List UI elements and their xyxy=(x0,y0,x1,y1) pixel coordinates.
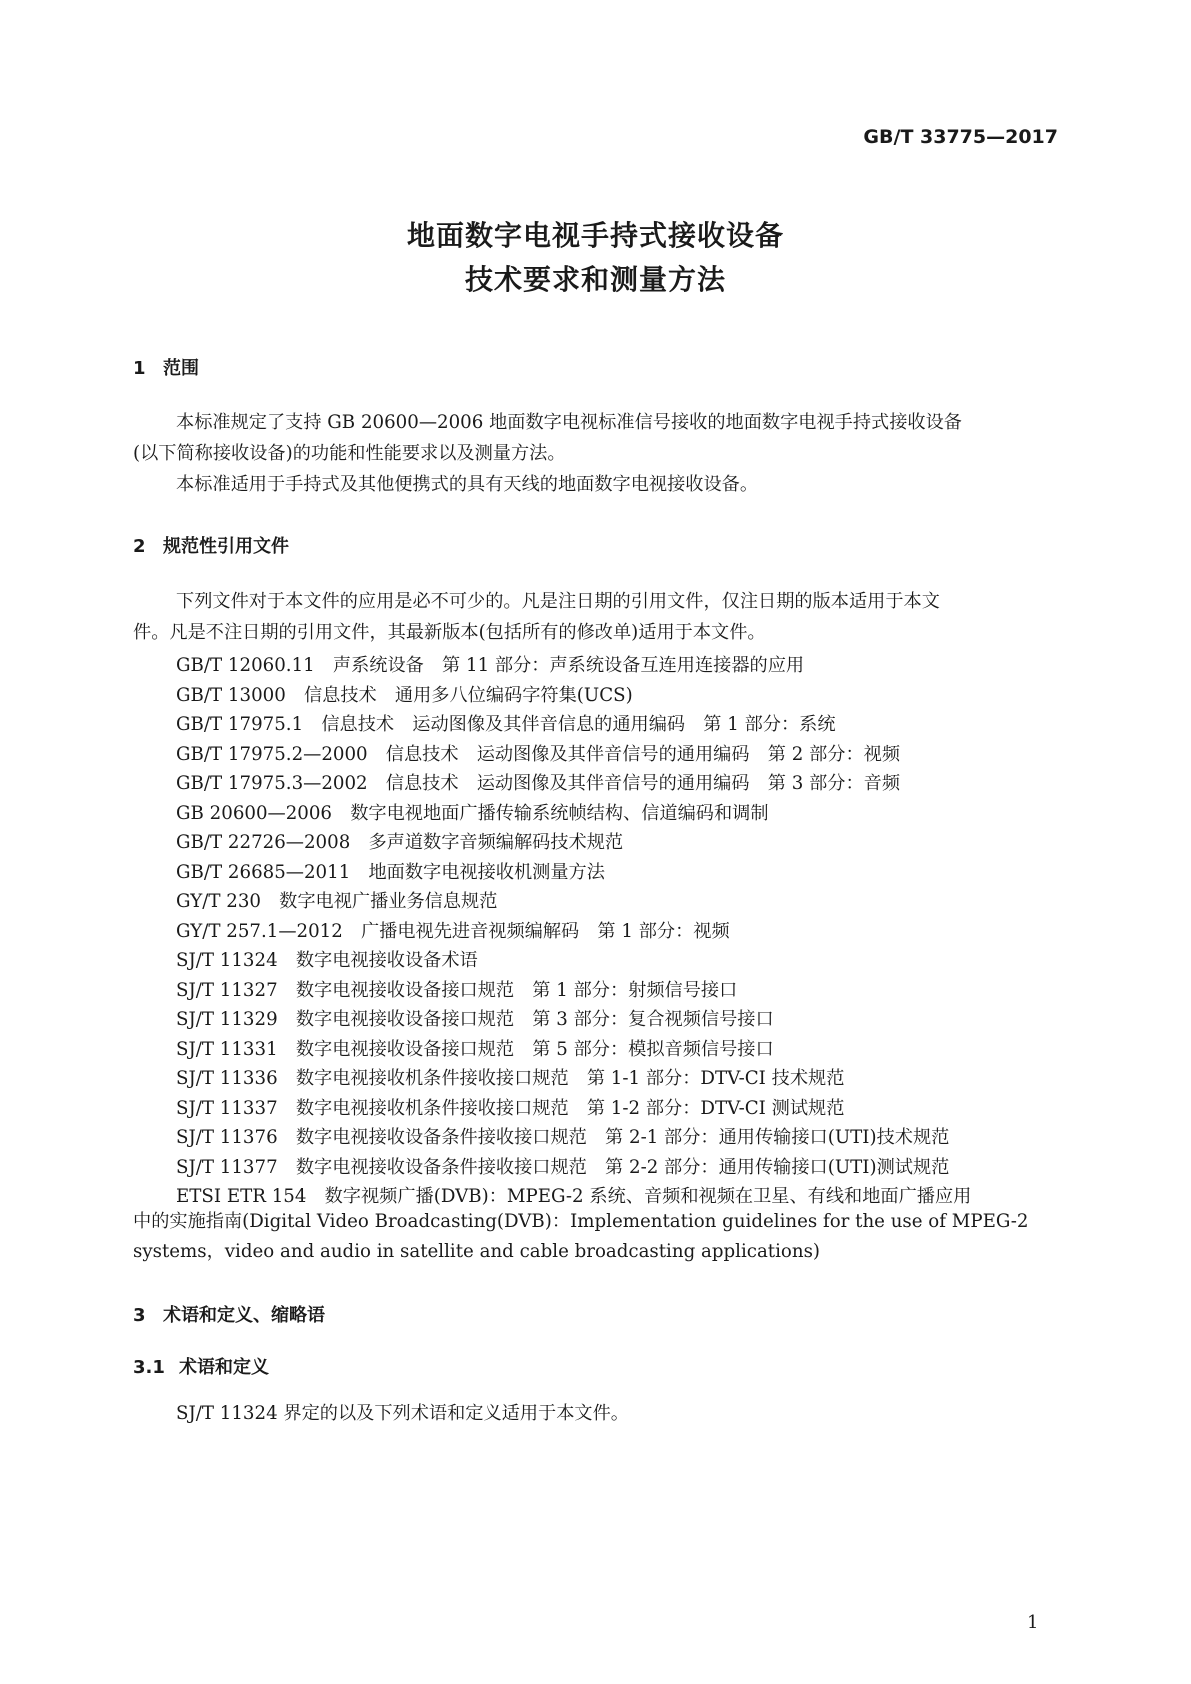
section-3-1-heading xyxy=(133,1353,269,1379)
reference-item: SJ/T 11327 数字电视接收设备接口规范 第 1 部分：射频信号接口 xyxy=(176,980,738,1001)
section-title: 规范性引用文件 xyxy=(163,536,289,557)
subsection-title: 术语和定义 xyxy=(179,1357,269,1378)
section-number: 2 xyxy=(133,536,146,557)
section-1-para-2: 本标准适用于手持式及其他便携式的具有天线的地面数字电视接收设备。 xyxy=(176,474,759,495)
section-2-intro-line-1: 下列文件对于本文件的应用是必不可少的。凡是注日期的引用文件，仅注日期的版本适用于本文 xyxy=(176,591,940,612)
section-2-heading xyxy=(133,532,289,558)
subsection-number: 3.1 xyxy=(133,1357,165,1378)
reference-item: GY/T 257.1—2012 广播电视先进音视频编解码 第 1 部分：视频 xyxy=(176,921,730,942)
etsi-reference-line-1: ETSI ETR 154 数字视频广播(DVB)：MPEG-2 系统、音频和视频在卫星、有线和地面广播应用 xyxy=(176,1186,972,1207)
reference-item: SJ/T 11376 数字电视接收设备条件接收接口规范 第 2-1 部分：通用传输接口(UTI)技术规范 xyxy=(176,1127,950,1148)
reference-item: SJ/T 11336 数字电视接收机条件接收接口规范 第 1-1 部分：DTV-CI 技术规范 xyxy=(176,1068,845,1089)
reference-item: GB/T 12060.11 声系统设备 第 11 部分：声系统设备互连用连接器的应用 xyxy=(176,655,805,676)
reference-item: GB/T 22726—2008 多声道数字音频编解码技术规范 xyxy=(176,832,624,853)
section-2-intro-line-2: 件。凡是不注日期的引用文件，其最新版本(包括所有的修改单)适用于本文件。 xyxy=(133,622,766,643)
title-line-2: 技术要求和测量方法 xyxy=(464,263,726,296)
reference-item: GB/T 17975.3—2002 信息技术 运动图像及其伴音信号的通用编码 第 3 部分：音频 xyxy=(176,773,901,794)
reference-item: SJ/T 11377 数字电视接收设备条件接收接口规范 第 2-2 部分：通用传输接口(UTI)测试规范 xyxy=(176,1157,950,1178)
reference-item: SJ/T 11324 数字电视接收设备术语 xyxy=(176,950,478,971)
document-code: GB/T 33775—2017 xyxy=(863,126,1058,148)
reference-item: GB/T 13000 信息技术 通用多八位编码字符集(UCS) xyxy=(176,685,633,706)
reference-item: GB/T 17975.1 信息技术 运动图像及其伴音信息的通用编码 第 1 部分：系统 xyxy=(176,714,836,735)
title-line-1: 地面数字电视手持式接收设备 xyxy=(406,219,784,252)
section-3-heading xyxy=(133,1301,325,1327)
section-title: 术语和定义、缩略语 xyxy=(163,1305,325,1326)
section-title: 范围 xyxy=(163,358,199,379)
section-1-para-1-line-1: 本标准规定了支持 GB 20600—2006 地面数字电视标准信号接收的地面数字电视手持式接收设备 xyxy=(176,412,962,433)
section-1-heading xyxy=(133,354,199,380)
reference-item: GB 20600—2006 数字电视地面广播传输系统帧结构、信道编码和调制 xyxy=(176,803,769,824)
reference-item: SJ/T 11331 数字电视接收设备接口规范 第 5 部分：模拟音频信号接口 xyxy=(176,1039,774,1060)
etsi-reference-line-2: 中的实施指南(Digital Video Broadcasting(DVB)：Implementation guidelines for the use of MPEG-2 xyxy=(133,1211,1029,1232)
etsi-reference-line-3: systems，video and audio in satellite and cable broadcasting applications) xyxy=(133,1241,821,1262)
reference-item: SJ/T 11337 数字电视接收机条件接收接口规范 第 1-2 部分：DTV-CI 测试规范 xyxy=(176,1098,845,1119)
reference-item: GB/T 17975.2—2000 信息技术 运动图像及其伴音信号的通用编码 第 2 部分：视频 xyxy=(176,744,901,765)
reference-item: GB/T 26685—2011 地面数字电视接收机测量方法 xyxy=(176,862,605,883)
section-number: 1 xyxy=(133,358,146,379)
section-1-para-1-line-2: (以下简称接收设备)的功能和性能要求以及测量方法。 xyxy=(133,443,566,464)
section-3-1-para: SJ/T 11324 界定的以及下列术语和定义适用于本文件。 xyxy=(176,1403,629,1424)
section-number: 3 xyxy=(133,1305,146,1326)
reference-item: SJ/T 11329 数字电视接收设备接口规范 第 3 部分：复合视频信号接口 xyxy=(176,1009,774,1030)
reference-item: GY/T 230 数字电视广播业务信息规范 xyxy=(176,891,498,912)
page-number: 1 xyxy=(1027,1612,1039,1633)
